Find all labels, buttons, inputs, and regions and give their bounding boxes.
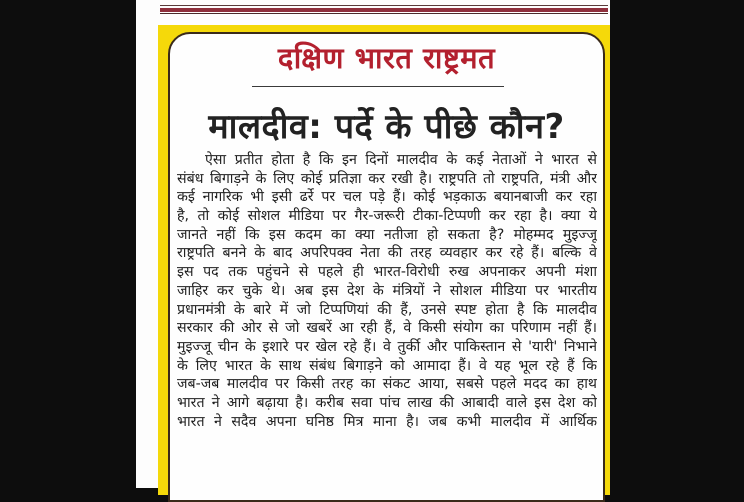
article-line: ऐसा प्रतीत होता है कि इन दिनों मालदीव के कई नेताओं ने भारत से: [205, 152, 597, 168]
top-rule-thin: [160, 5, 608, 6]
top-rule-thick: [160, 8, 608, 12]
article-line: जाहिर कर चुके थे। अब इस देश के मंत्रियों ने सोशल मीडिया पर भारतीय: [177, 282, 597, 299]
article-line: जानते नहीं कि इस कदम का क्या नतीजा हो सकता है? मोहम्मद मुइज्जू: [177, 226, 597, 243]
article-line: है, तो कोई सोशल मीडिया पर गैर-जरूरी टीका-टिप्पणी कर रहा है। क्या ये: [177, 208, 597, 225]
title-divider: [252, 86, 504, 87]
article-line: प्रधानमंत्री के बारे में जो टिप्पणियां की हैं, उनसे स्पष्ट होता है कि मालदीव: [177, 301, 597, 318]
top-rule-thin-lower: [160, 13, 608, 14]
article-body: [177, 151, 597, 431]
article-line: सरकार की ओर से जो खबरें आ रही हैं, वे किसी संयोग का परिणाम नहीं हैं।: [177, 320, 597, 337]
article-line: कई नागरिक भी इसी ढर्रे पर चल पड़े हैं। कोई भड़काऊ बयानबाजी कर रहा: [177, 189, 597, 206]
headline: मालदीव: पर्दे के पीछे कौन?: [208, 107, 565, 147]
article-line: संबंध बिगाड़ने के लिए कोई प्रतिज्ञा कर रखी है। राष्ट्रपति तो राष्ट्रपति, मंत्री और: [177, 170, 597, 187]
article-line: भारत ने सदैव अपना घनिष्ठ मित्र माना है। जब कभी मालदीव में आर्थिक: [177, 413, 597, 430]
article-line: मुइज्जू चीन के इशारे पर खेल रहे हैं। वे तुर्की और पाकिस्तान से 'यारी' निभाने: [177, 338, 597, 355]
article-line: इस पद तक पहुंचने से पहले ही भारत-विरोधी रुख अपनाकर अपनी मंशा: [177, 264, 597, 281]
article-line: के लिए भारत के साथ संबंध बिगाड़ने को आमादा हैं। वे यह भूल रहे हैं कि: [177, 357, 597, 374]
article-line: जब-जब मालदीव पर किसी तरह का संकट आया, सबसे पहले मदद का हाथ: [177, 376, 597, 393]
article-line: भारत ने आगे बढ़ाया है। करीब सवा पांच लाख की आबादी वाले इस देश को: [177, 394, 597, 411]
section-title: दक्षिण भारत राष्ट्रमत: [277, 41, 496, 75]
article-line: राष्ट्रपति बनने के बाद अपरिपक्व नेता की तरह व्यवहार कर रहे हैं। बल्कि वे: [177, 245, 597, 262]
